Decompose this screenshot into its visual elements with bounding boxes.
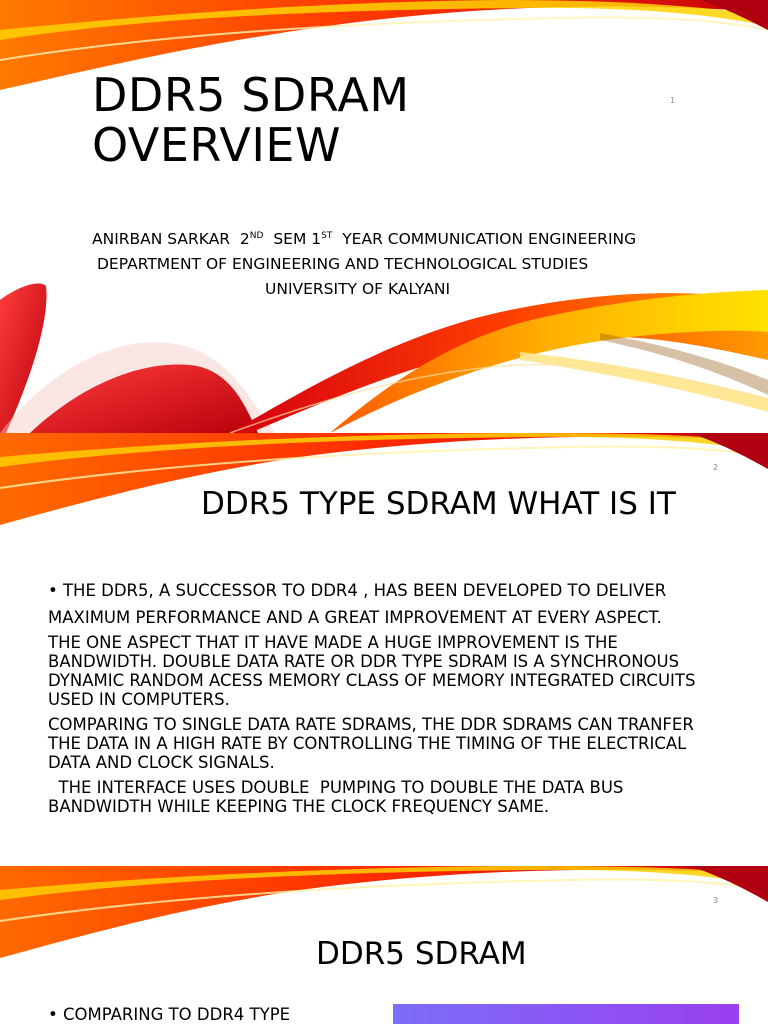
paragraph: • THE DDR5, A SUCCESSOR TO DDR4 , HAS BEEN DEVELOPED TO DELIVER MAXIMUM PERFORMANCE AND A GREAT IMPROVEMENT AT EVERY ASPECT. <box>48 581 667 627</box>
year-suffix: ST <box>321 231 333 241</box>
semester-suffix: ND <box>249 231 264 241</box>
title-line-1: DDR5 SDRAM <box>92 68 410 122</box>
slide-number: 3 <box>713 896 719 905</box>
semester-word: SEM 1 <box>273 230 322 248</box>
university-line: UNIVERSITY OF KALYANI <box>265 280 451 298</box>
slide-3 <box>0 866 768 1024</box>
paragraph: THE ONE ASPECT THAT IT HAVE MADE A HUGE IMPROVEMENT IS THE BANDWIDTH. DOUBLE DATA RATE OR DDR TYPE SDRAM IS A SYNCHRONOUS DYNAMIC RANDOM ACESS MEMORY CLASS OF MEMORY INTEGRATED CIRCUITS USED IN COMPUTERS. <box>48 633 696 709</box>
paragraph: THE INTERFACE USES DOUBLE PUMPING TO DOUBLE THE DATA BUS BANDWIDTH WHILE KEEPING THE CLOCK FREQUENCY SAME. <box>48 778 629 816</box>
author-name: ANIRBAN SARKAR <box>92 230 231 248</box>
slide-title: DDR5 TYPE SDRAM WHAT IS IT <box>201 486 676 522</box>
flame-ribbon-decoration <box>0 0 768 433</box>
semester-number: 2 <box>239 230 250 248</box>
slide-1 <box>0 0 768 433</box>
presentation-title <box>92 70 410 170</box>
slide-2 <box>0 433 768 866</box>
department-line: DEPARTMENT OF ENGINEERING AND TECHNOLOGICAL STUDIES <box>97 255 589 273</box>
slide-number: 2 <box>713 463 719 472</box>
paragraph: COMPARING TO SINGLE DATA RATE SDRAMS, THE DDR SDRAMS CAN TRANFER THE DATA IN A HIGH RATE BY CONTROLLING THE TIMING OF THE ELECTRICAL DATA AND CLOCK SIGNALS. <box>48 715 694 772</box>
slide-number: 1 <box>670 96 676 105</box>
title-line-2: OVERVIEW <box>92 118 341 172</box>
bullet-item: • COMPARING TO DDR4 TYPE <box>48 1005 291 1024</box>
slide-title: DDR5 SDRAM <box>316 936 527 972</box>
year-department: YEAR COMMUNICATION ENGINEERING <box>342 230 637 248</box>
gradient-image-box <box>393 1004 739 1024</box>
slide-body <box>48 577 718 822</box>
author-line <box>92 230 636 248</box>
